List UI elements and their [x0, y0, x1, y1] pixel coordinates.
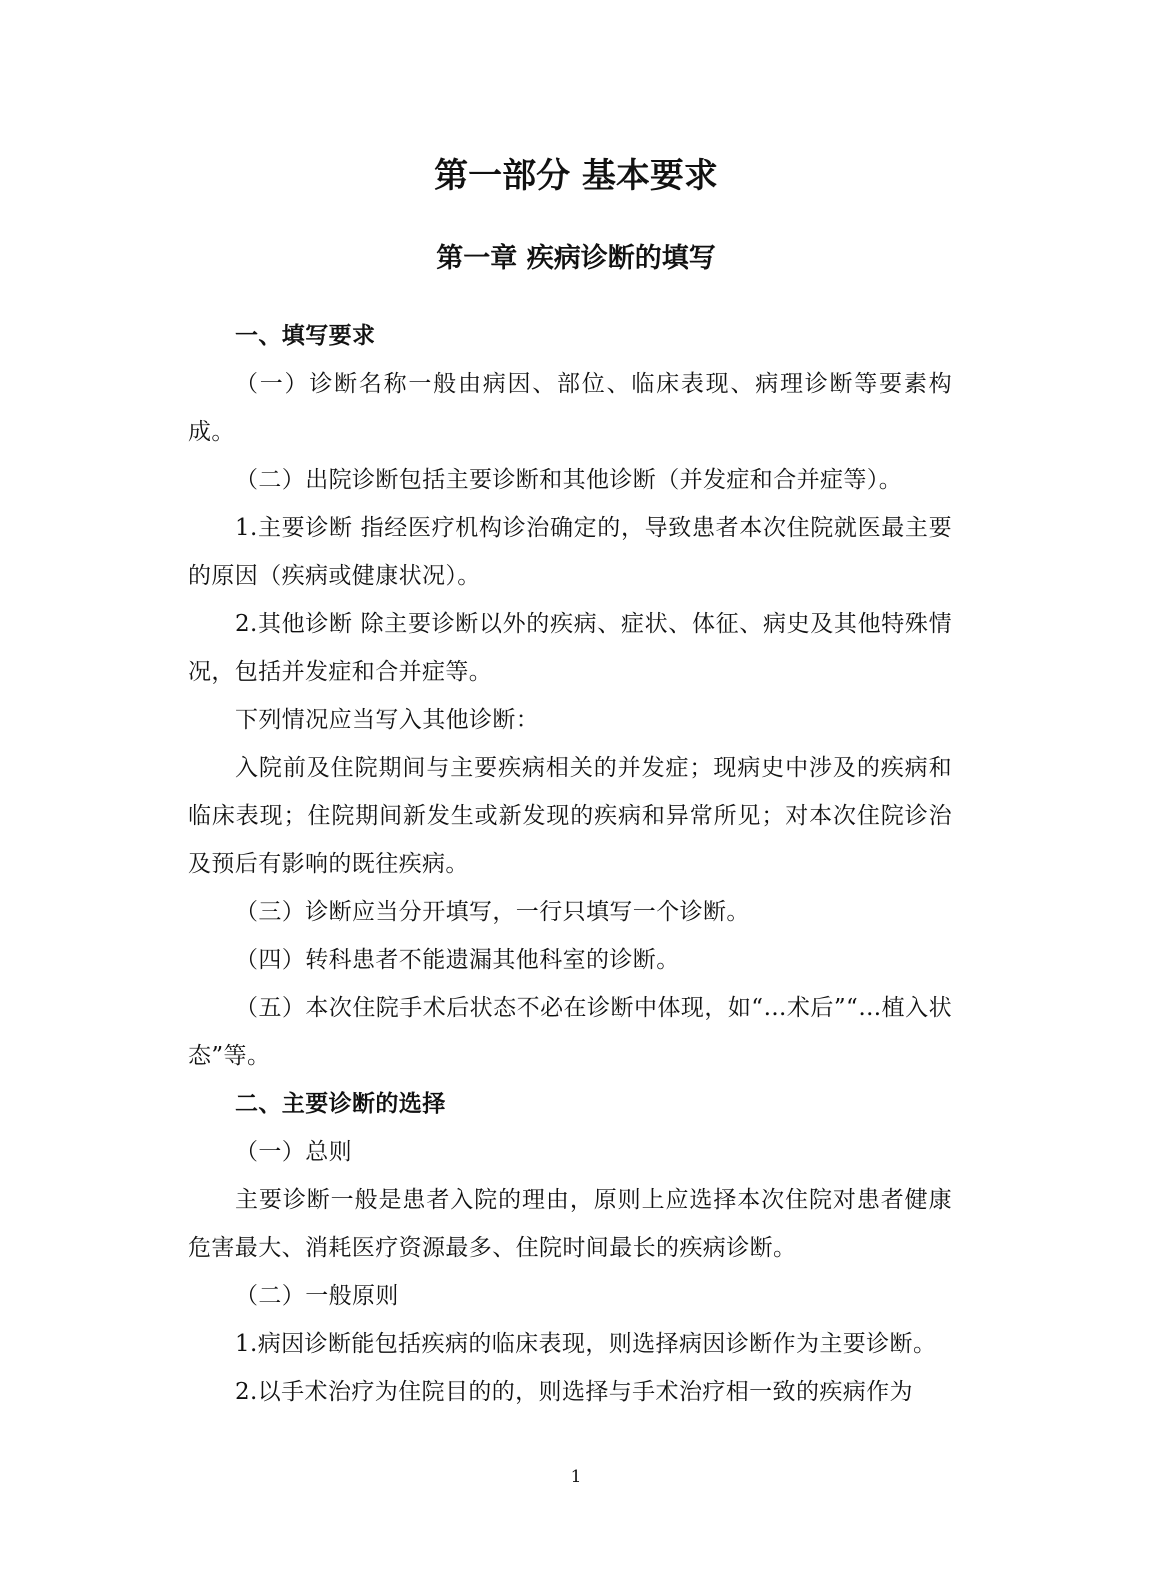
paragraph: （一）总则	[235, 1139, 352, 1165]
paragraph: （三）诊断应当分开填写，一行只填写一个诊断。	[235, 899, 750, 925]
paragraph: 2.以手术治疗为住院目的的，则选择与手术治疗相一致的疾病作为	[235, 1379, 913, 1405]
chapter-title: 第一章 疾病诊断的填写	[436, 243, 716, 274]
paragraph: 入院前及住院期间与主要疾病相关的并发症；现病史中涉及的疾病和临床表现；住院期间新发生或新发现的疾病和异常所见；对本次住院诊治及预后有影响的既往疾病。	[188, 755, 952, 877]
page-number: 1	[570, 1467, 582, 1487]
section-heading: 二、主要诊断的选择	[235, 1091, 446, 1117]
section-heading: 一、填写要求	[235, 323, 376, 349]
paragraph: （四）转科患者不能遗漏其他科室的诊断。	[235, 947, 680, 973]
paragraph: 主要诊断一般是患者入院的理由，原则上应选择本次住院对患者健康危害最大、消耗医疗资源最多、住院时间最长的疾病诊断。	[188, 1187, 952, 1261]
part-title: 第一部分 基本要求	[434, 156, 718, 196]
paragraph: （二）出院诊断包括主要诊断和其他诊断（并发症和合并症等）。	[235, 467, 903, 493]
paragraph: （二）一般原则	[235, 1283, 399, 1309]
paragraph: 2.其他诊断 除主要诊断以外的疾病、症状、体征、病史及其他特殊情况，包括并发症和合并症等。	[188, 611, 952, 685]
paragraph: （一）诊断名称一般由病因、部位、临床表现、病理诊断等要素构成。	[188, 371, 952, 445]
document-body	[188, 312, 952, 1416]
paragraph: 1.病因诊断能包括疾病的临床表现，则选择病因诊断作为主要诊断。	[235, 1331, 937, 1357]
paragraph: （五）本次住院手术后状态不必在诊断中体现，如“…术后”“…植入状态”等。	[188, 995, 952, 1069]
paragraph: 1.主要诊断 指经医疗机构诊治确定的，导致患者本次住院就医最主要的原因（疾病或健康状况）。	[188, 515, 952, 589]
paragraph: 下列情况应当写入其他诊断：	[235, 707, 540, 733]
